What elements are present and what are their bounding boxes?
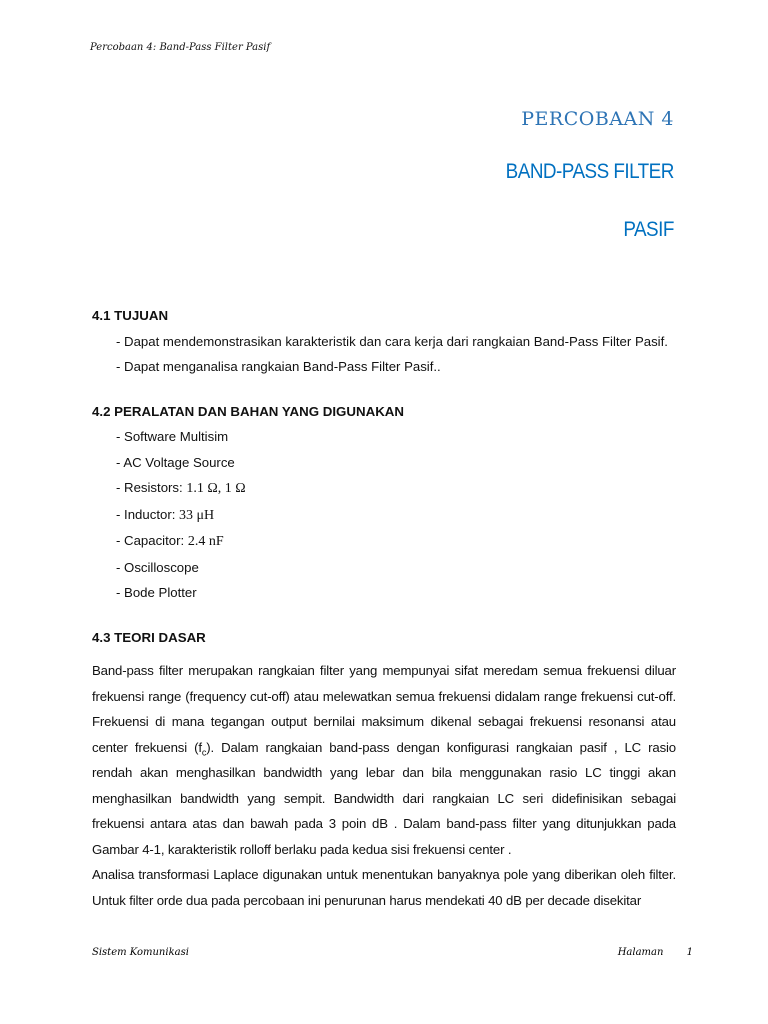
section-heading-peralatan: 4.2 PERALATAN DAN BAHAN YANG DIGUNAKAN [92,403,405,419]
document-body [92,303,676,913]
list-item: - Dapat mendemonstrasikan karakteristik dan cara kerja dari rangkaian Band-Pass Filter Pasif. [116,333,668,349]
teori-paragraph-2: Analisa transformasi Laplace digunakan untuk menentukan banyaknya pole yang diberikan oleh filter. Untuk filter orde dua pada percobaan ini penurunan harus mendekati 40 dB per decade disekitar [92,867,676,908]
inductor-value: 33 μH [179,507,215,523]
list-item: - Oscilloscope [116,559,199,575]
chapter-label: PERCOBAAN 4 [521,108,674,130]
title-line-2: PASIF [623,218,674,241]
list-item: - Dapat menganalisa rangkaian Band-Pass Filter Pasif.. [116,359,441,374]
list-item: - Bode Plotter [116,585,197,600]
list-item: - AC Voltage Source [116,454,235,470]
list-item [116,502,676,529]
footer-page [618,947,693,958]
footer-page-label: Halaman [617,947,664,958]
title-block [487,108,674,276]
list-item: - Software Multisim [116,429,229,444]
tujuan-list [116,329,676,380]
page-number: 1 [686,947,693,958]
resistors-value: 1.1 Ω, 1 Ω [186,481,246,496]
teori-p1-text-a: Band-pass filter merupakan rangkaian filter yang mempunyai sifat meredam semua frekuensi diluar frekuensi range (frequency cut-off) atau melewatkan semua frekuensi didalam range frekuensi cut-off. Frekuensi di mana tegangan output bernilai maksimum dikenal sebagai frekuensi resonansi atau center frekuensi (f [92,663,676,755]
inductor-label: - Inductor: [116,506,180,522]
list-item [116,528,676,555]
section-heading-teori: 4.3 TEORI DASAR [92,629,206,645]
list-item [116,475,676,502]
title-line-1: BAND-PASS FILTER [505,160,674,183]
capacitor-value: 2.4 nF [187,534,224,549]
peralatan-list [116,424,676,606]
section-heading-tujuan: 4.1 TUJUAN [92,308,169,323]
footer-course: Sistem Komunikasi [92,947,189,958]
teori-p1-text-b: ). Dalam rangkaian band-pass dengan konfigurasi rangkaian pasif , LC rasio rendah akan menghasilkan bandwidth yang lebar dan bila menggunakan rasio LC tinggi akan menghasilkan bandwidth yang sempit. Bandwidth dari rangkaian LC seri didefinisikan sebagai frekuensi antara atas dan bawah pada 3 poin dB . Dalam band-pass filter yang ditunjukkan pada Gambar 4-1, karakteristik rolloff berlaku pada kedua sisi frekuensi center . [92,739,676,857]
teori-paragraph-1 [92,658,676,862]
running-header: Percobaan 4: Band-Pass Filter Pasif [90,42,271,53]
fc-subscript: c [201,747,207,758]
capacitor-label: - Capacitor: [116,533,188,548]
resistors-label: - Resistors: [116,480,187,495]
